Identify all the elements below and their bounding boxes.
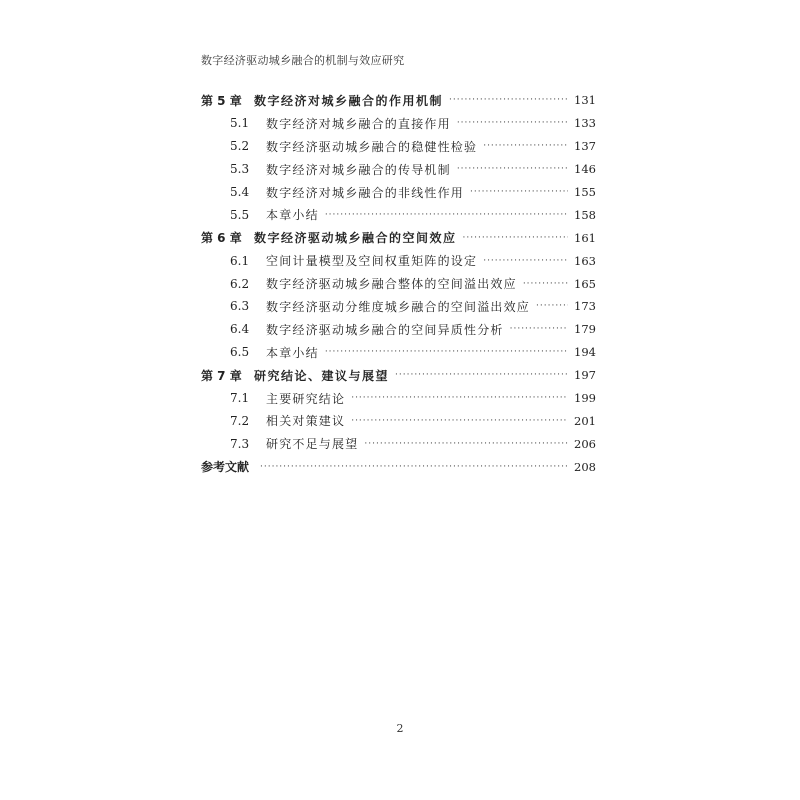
entry-title: 数字经济驱动城乡融合的空间异质性分析 [266,322,504,337]
toc-entry-6-1[interactable] [201,249,596,272]
entry-title: 数字经济驱动城乡融合整体的空间溢出效应 [266,277,517,292]
entry-number: 5.4 [230,185,250,199]
entry-page-number: 155 [574,185,596,199]
entry-title: 数字经济对城乡融合的直接作用 [266,116,451,131]
entry-number: 6.1 [230,253,250,268]
entry-page-number: 146 [574,162,596,177]
entry-number: 5.3 [230,162,250,177]
entry-page-number: 165 [574,276,596,291]
table-of-contents [201,89,596,478]
toc-entry-7-3[interactable] [201,432,596,455]
entry-page-number: 197 [574,368,596,383]
entry-title: 空间计量模型及空间权重矩阵的设定 [266,254,478,269]
dot-leader [457,118,568,128]
entry-page-number: 179 [574,322,596,337]
entry-title: 数字经济驱动分维度城乡融合的空间溢出效应 [266,299,531,314]
entry-page-number: 163 [574,253,596,268]
entry-title: 本章小结 [266,208,319,223]
toc-entry-7-2[interactable] [201,409,596,432]
entry-page-number: 199 [574,391,596,406]
page-number: 2 [396,722,404,735]
entry-number: 第 6 章 [201,231,242,246]
entry-title: 数字经济驱动城乡融合的空间效应 [254,231,457,246]
dot-leader [457,164,568,174]
entry-number: 5.2 [230,139,250,154]
entry-title: 数字经济对城乡融合的作用机制 [254,93,444,108]
entry-title: 本章小结 [266,345,319,360]
dot-leader [463,233,569,243]
entry-page-number: 208 [574,459,596,474]
dot-leader [483,256,568,266]
entry-title: 相关对策建议 [266,414,346,429]
dot-leader [325,347,568,357]
entry-page-number: 206 [574,436,596,451]
entry-number: 7.3 [230,436,250,451]
entry-number: 5.1 [230,116,250,131]
entry-title: 数字经济驱动城乡融合的稳健性检验 [266,139,478,154]
toc-entry-5-5[interactable] [201,203,596,226]
entry-number: 5.5 [230,207,250,222]
entry-number: 6.2 [230,276,250,291]
dot-leader [364,439,568,449]
dot-leader [523,279,568,289]
entry-title: 研究结论、建议与展望 [254,368,390,383]
dot-leader [325,210,568,220]
toc-entry-chapter-5[interactable] [201,89,596,112]
running-header: 数字经济驱动城乡融合的机制与效应研究 [201,54,405,67]
entry-page-number: 131 [574,93,596,108]
entry-page-number: 133 [574,116,596,131]
dot-leader [260,462,568,472]
toc-entry-references[interactable] [201,455,596,478]
toc-entry-7-1[interactable] [201,387,596,410]
entry-title: 研究不足与展望 [266,437,359,452]
toc-entry-5-2[interactable] [201,135,596,158]
toc-entry-chapter-7[interactable] [201,364,596,387]
toc-entry-6-3[interactable] [201,295,596,318]
entry-number: 参考文献 [201,460,250,475]
dot-leader [351,416,568,426]
toc-entry-5-1[interactable] [201,112,596,135]
dot-leader [351,393,568,403]
entry-number: 7.1 [230,391,250,406]
dot-leader [395,370,568,380]
entry-page-number: 137 [574,139,596,154]
dot-leader [536,301,568,311]
entry-page-number: 194 [574,345,596,360]
entry-number: 7.2 [230,413,250,428]
entry-title: 数字经济对城乡融合的传导机制 [266,162,451,177]
entry-page-number: 161 [574,230,596,245]
entry-title: 数字经济对城乡融合的非线性作用 [266,185,465,200]
toc-entry-6-4[interactable] [201,318,596,341]
entry-title: 主要研究结论 [266,391,346,406]
entry-page-number: 158 [574,207,596,222]
entry-number: 6.4 [230,322,250,337]
entry-page-number: 201 [574,413,596,428]
dot-leader [510,324,568,334]
entry-number: 6.3 [230,299,250,314]
entry-number: 第 5 章 [201,93,242,108]
dot-leader [470,187,568,197]
dot-leader [449,95,568,105]
dot-leader [483,141,568,151]
entry-number: 6.5 [230,345,250,360]
toc-entry-6-2[interactable] [201,272,596,295]
entry-page-number: 173 [574,299,596,314]
entry-number: 第 7 章 [201,368,242,383]
toc-entry-5-3[interactable] [201,158,596,181]
toc-entry-5-4[interactable] [201,181,596,204]
toc-entry-chapter-6[interactable] [201,226,596,249]
toc-entry-6-5[interactable] [201,341,596,364]
